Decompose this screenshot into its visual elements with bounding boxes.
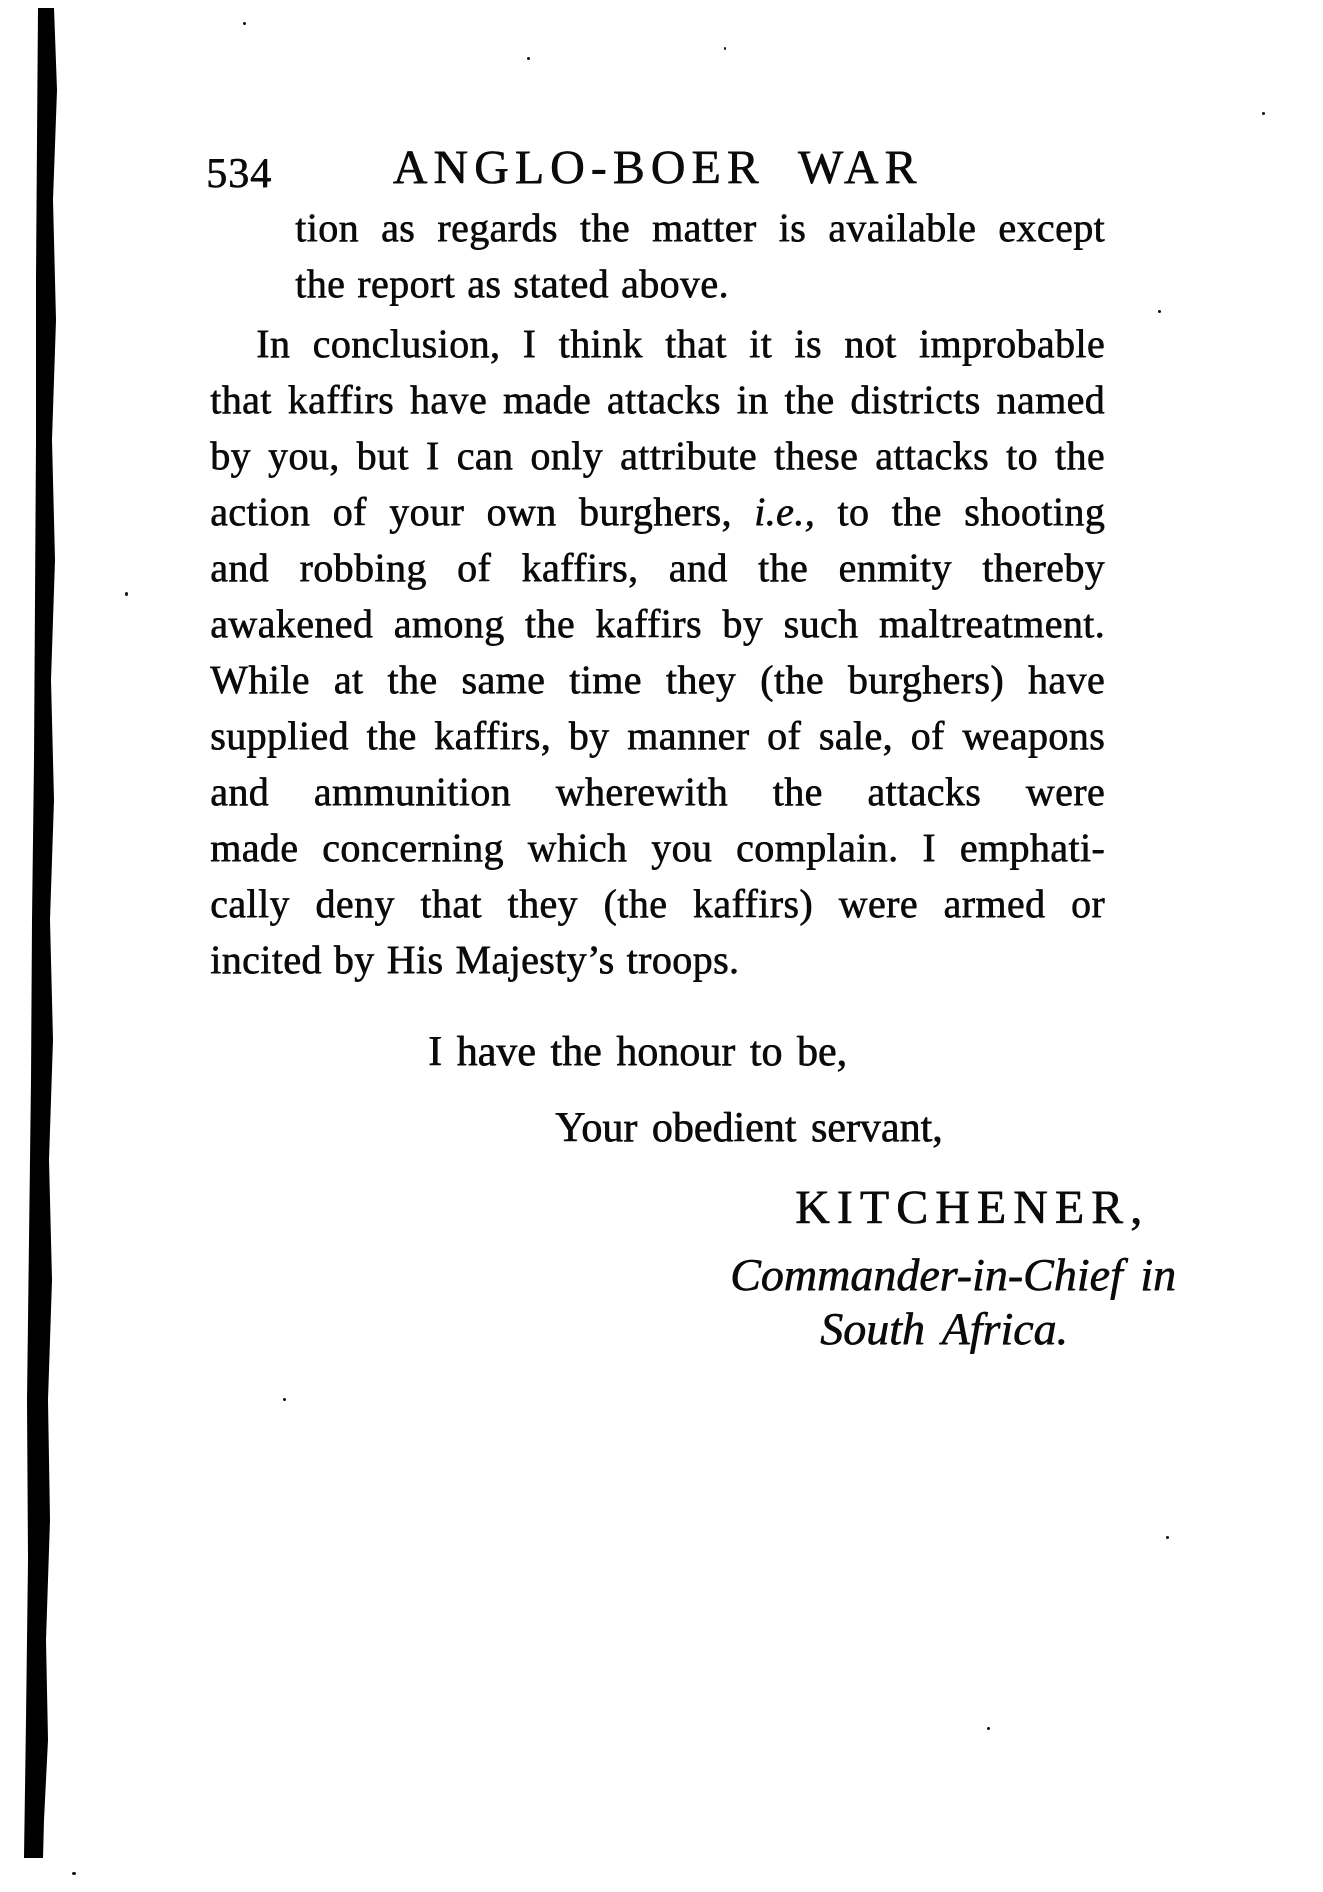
text-line: by you, but I can only attribute these attacks to the xyxy=(210,433,1105,478)
scan-speck xyxy=(72,1872,76,1875)
text-line: action of your own burghers, i.e., to the shooting xyxy=(210,489,1105,534)
body-paragraph xyxy=(210,316,1105,988)
closing-salutation: I have the honour to be, xyxy=(428,1029,847,1075)
text-line: that kaffirs have made attacks in the districts named xyxy=(210,377,1105,422)
text-line: tion as regards the matter is available except xyxy=(295,205,1105,250)
scan-speck xyxy=(987,1727,990,1730)
quote-paragraph xyxy=(295,200,1105,312)
text-line: While at the same time they (the burghers) have xyxy=(210,657,1105,702)
scan-speck xyxy=(527,57,530,60)
text-line: the report as stated above. xyxy=(295,261,729,306)
closing-valediction: Your obedient servant, xyxy=(555,1105,943,1151)
scan-speck xyxy=(724,47,726,50)
text-line: cally deny that they (the kaffirs) were armed or xyxy=(210,881,1105,926)
text-line: incited by His Majesty’s troops. xyxy=(210,937,740,982)
page-number: 534 xyxy=(206,151,272,197)
signature-name: KITCHENER, xyxy=(795,1181,1149,1234)
binding-shadow xyxy=(0,0,70,1892)
scan-speck xyxy=(125,592,128,596)
running-head: ANGLO-BOER WAR xyxy=(392,141,923,194)
text-line: and robbing of kaffirs, and the enmity thereby xyxy=(210,545,1105,590)
text-line: awakened among the kaffirs by such maltreatment. xyxy=(210,601,1105,646)
text-line: In conclusion, I think that it is not improbable xyxy=(256,321,1105,366)
signature-title-line-1: Commander-in-Chief in xyxy=(730,1249,1176,1300)
signature-title-line-2: South Africa. xyxy=(820,1303,1068,1354)
text-line: supplied the kaffirs, by manner of sale, of weapons xyxy=(210,713,1105,758)
text-line: and ammunition wherewith the attacks were xyxy=(210,769,1105,814)
scan-speck xyxy=(283,1398,286,1401)
scan-speck xyxy=(243,22,246,25)
scan-speck xyxy=(1262,112,1265,115)
scan-speck xyxy=(1158,310,1161,313)
text-line: made concerning which you complain. I emphati- xyxy=(210,825,1105,870)
scan-speck xyxy=(1166,1536,1169,1539)
